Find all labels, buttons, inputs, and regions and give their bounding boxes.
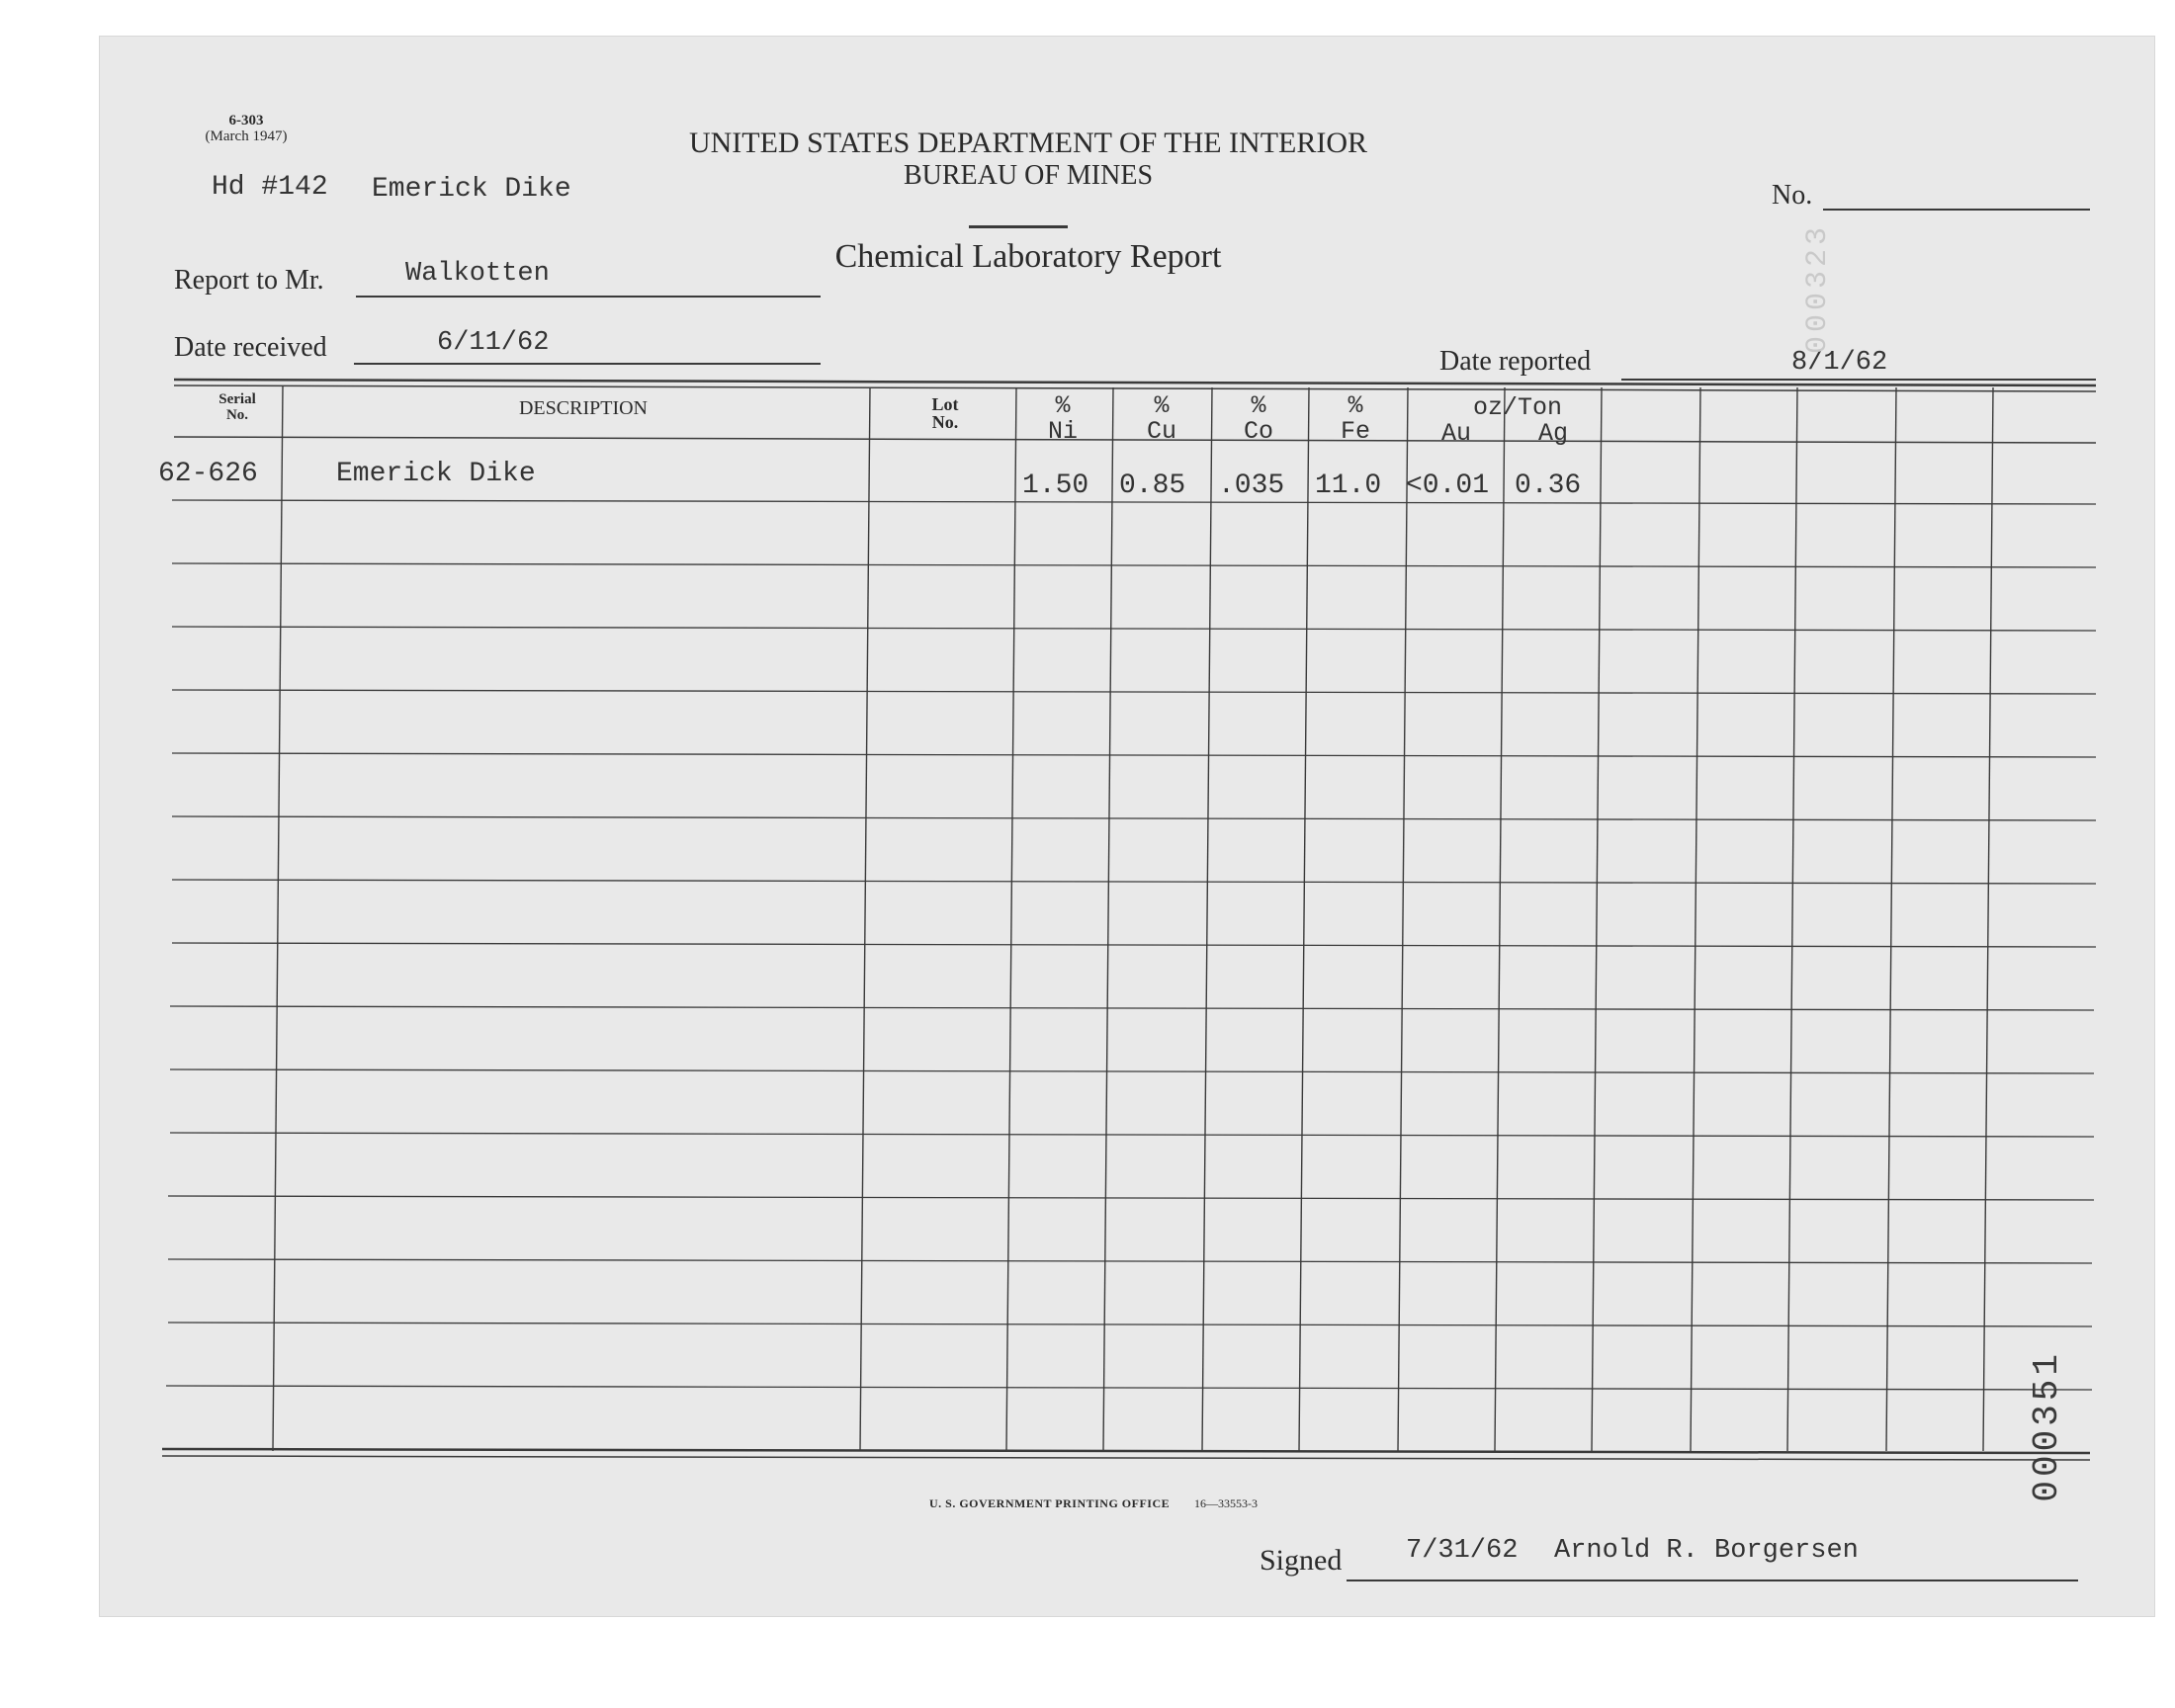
report-sheet: [99, 36, 2155, 1617]
table-grid: [99, 36, 2155, 1617]
signer-name: Arnold R. Borgersen: [1554, 1536, 1859, 1566]
col-header-description: DESCRIPTION: [518, 397, 648, 419]
report-to-label: Report to Mr.: [174, 265, 324, 296]
report-to-value: Walkotten: [405, 259, 550, 289]
col-header-au: Au: [1440, 419, 1471, 448]
date-received-label: Date received: [174, 332, 327, 363]
printer-line: U. S. GOVERNMENT PRINTING OFFICE: [929, 1496, 1171, 1510]
cell-co: .035: [1218, 470, 1285, 501]
cell-au: <0.01: [1406, 470, 1490, 501]
col-header-lot: Lot No.: [931, 394, 959, 432]
side-stamp-number: 000351: [2027, 1350, 2067, 1502]
date-received-value: 6/11/62: [437, 328, 550, 358]
cell-serial: 62-626: [158, 459, 258, 489]
bureau-heading: BUREAU OF MINES: [903, 160, 1154, 191]
form-edition: (March 1947): [205, 128, 288, 144]
cell-cu: 0.85: [1119, 470, 1186, 501]
hd-name: Emerick Dike: [372, 174, 571, 205]
col-header-co: % Co: [1243, 391, 1273, 446]
date-reported-value: 8/1/62: [1791, 348, 1888, 378]
hd-reference: Hd #142: [212, 172, 328, 203]
col-header-serial: Serial No.: [218, 391, 256, 423]
report-title: Chemical Laboratory Report: [834, 238, 1222, 275]
col-header-ni: % Ni: [1047, 391, 1078, 446]
date-reported-label: Date reported: [1439, 346, 1592, 377]
cell-ag: 0.36: [1515, 470, 1582, 501]
department-heading: UNITED STATES DEPARTMENT OF THE INTERIOR: [688, 127, 1368, 159]
no-label: No.: [1772, 180, 1813, 211]
printer-code: 16—33553-3: [1194, 1496, 1258, 1510]
faint-stamp-number: 000323: [1801, 223, 1835, 355]
col-header-fe: % Fe: [1340, 391, 1370, 446]
signature-line: [1347, 1580, 2078, 1581]
col-header-ag: Ag: [1537, 419, 1568, 448]
cell-fe: 11.0: [1315, 470, 1382, 501]
col-header-oz-ton: oz/Ton: [1472, 393, 1562, 422]
col-header-cu: % Cu: [1146, 391, 1176, 446]
signed-date: 7/31/62: [1406, 1536, 1519, 1566]
form-number: 6-303: [228, 113, 264, 128]
cell-ni: 1.50: [1022, 470, 1089, 501]
cell-description: Emerick Dike: [336, 459, 536, 489]
signed-label: Signed: [1260, 1544, 1343, 1577]
